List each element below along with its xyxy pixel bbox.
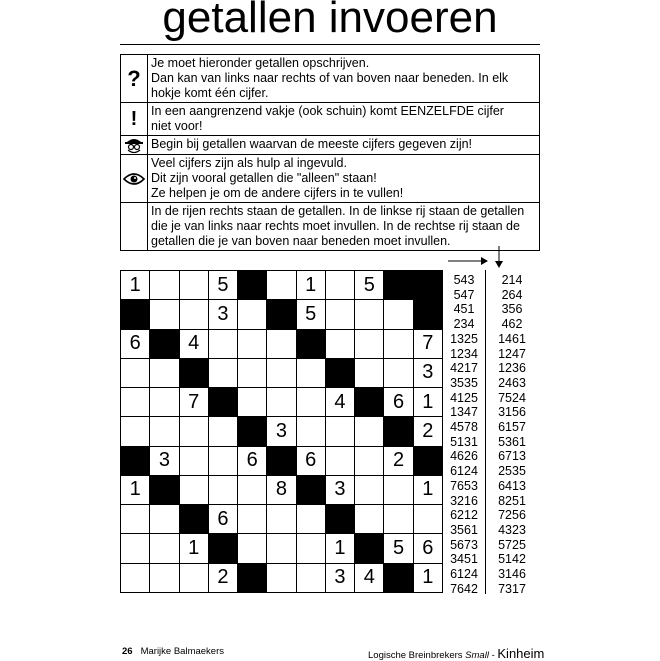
across-number: 4217 <box>450 361 478 376</box>
empty-cell[interactable] <box>355 447 384 476</box>
given-digit-cell: 1 <box>414 476 443 505</box>
given-digit-cell: 5 <box>297 300 326 329</box>
down-number: 2463 <box>498 375 526 390</box>
instruction-row <box>121 136 540 155</box>
empty-cell[interactable] <box>326 300 355 329</box>
black-cell <box>297 476 326 505</box>
black-cell <box>326 505 355 534</box>
series-small: Small <box>465 650 489 661</box>
empty-cell[interactable] <box>150 417 179 446</box>
empty-cell[interactable] <box>238 505 267 534</box>
empty-cell[interactable] <box>238 388 267 417</box>
across-number: 4626 <box>450 449 478 464</box>
down-number: 7317 <box>498 581 526 596</box>
given-digit-cell: 6 <box>384 388 413 417</box>
empty-cell[interactable] <box>150 271 179 300</box>
down-number: 3156 <box>498 405 526 420</box>
instruction-line: Ze helpen je om de andere cijfers in te vullen! <box>151 186 404 200</box>
instruction-line: Dan kan van links naar rechts of van boven naar beneden. In elk <box>151 71 509 85</box>
instruction-row <box>121 155 540 203</box>
instruction-line: niet voor! <box>151 119 203 133</box>
black-cell <box>121 447 150 476</box>
black-cell <box>150 330 179 359</box>
down-number: 5361 <box>498 434 526 449</box>
empty-cell[interactable] <box>384 476 413 505</box>
empty-cell[interactable] <box>355 330 384 359</box>
down-number: 3146 <box>498 567 526 582</box>
empty-cell[interactable] <box>326 447 355 476</box>
across-number: 6124 <box>450 567 478 582</box>
empty-cell[interactable] <box>267 359 296 388</box>
empty-cell[interactable] <box>297 359 326 388</box>
instruction-line: die je van links naar rechts moet invullen. In de rechtse rij staan de <box>151 219 520 233</box>
empty-cell[interactable] <box>180 300 209 329</box>
empty-cell[interactable] <box>209 476 238 505</box>
empty-cell[interactable] <box>150 534 179 563</box>
empty-cell[interactable] <box>238 300 267 329</box>
empty-cell[interactable] <box>121 417 150 446</box>
instruction-row <box>121 55 540 103</box>
given-digit-cell: 1 <box>297 271 326 300</box>
empty-cell[interactable] <box>238 359 267 388</box>
down-number: 4323 <box>498 522 526 537</box>
empty-cell[interactable] <box>209 447 238 476</box>
empty-cell[interactable] <box>297 534 326 563</box>
black-cell <box>355 388 384 417</box>
black-cell <box>355 534 384 563</box>
down-number: 6713 <box>498 449 526 464</box>
black-cell <box>238 271 267 300</box>
across-number: 547 <box>453 287 475 302</box>
page-title: getallen invoeren <box>162 0 498 42</box>
given-digit-cell: 2 <box>414 417 443 446</box>
empty-cell[interactable] <box>150 564 179 593</box>
empty-cell[interactable] <box>121 534 150 563</box>
title-rule <box>120 44 540 45</box>
black-cell <box>297 330 326 359</box>
empty-cell[interactable] <box>150 300 179 329</box>
black-cell <box>180 359 209 388</box>
empty-cell[interactable] <box>355 359 384 388</box>
given-digit-cell: 1 <box>121 271 150 300</box>
empty-cell[interactable] <box>150 505 179 534</box>
down-number: 1247 <box>498 346 526 361</box>
given-digit-cell: 5 <box>355 271 384 300</box>
given-digit-cell: 6 <box>238 447 267 476</box>
empty-cell[interactable] <box>180 564 209 593</box>
instruction-line: Dit zijn vooral getallen die "alleen" staan! <box>151 171 377 185</box>
black-cell <box>267 300 296 329</box>
empty-cell[interactable] <box>238 534 267 563</box>
black-cell <box>414 271 443 300</box>
empty-cell[interactable] <box>297 417 326 446</box>
black-cell <box>180 505 209 534</box>
instruction-row <box>121 103 540 136</box>
empty-cell[interactable] <box>121 388 150 417</box>
instructions-table <box>120 54 540 251</box>
black-cell <box>150 476 179 505</box>
eye-icon <box>121 155 148 203</box>
black-cell <box>209 534 238 563</box>
black-cell <box>238 417 267 446</box>
black-cell <box>414 447 443 476</box>
down-number: 8251 <box>498 493 526 508</box>
given-digit-cell: 3 <box>209 300 238 329</box>
empty-cell[interactable] <box>384 330 413 359</box>
instruction-line: In de rijen rechts staan de getallen. In de linkse rij staan de getallen <box>151 204 525 218</box>
empty-cell[interactable] <box>326 271 355 300</box>
detective-icon <box>121 136 148 155</box>
empty-cell[interactable] <box>121 564 150 593</box>
footer-left <box>122 646 224 657</box>
publisher-name: Kinheim <box>497 646 545 661</box>
black-cell <box>384 564 413 593</box>
across-number: 1347 <box>450 405 478 420</box>
empty-cell[interactable] <box>326 330 355 359</box>
black-cell <box>121 300 150 329</box>
empty-cell[interactable] <box>209 359 238 388</box>
across-number: 234 <box>453 317 475 332</box>
empty-cell[interactable] <box>297 564 326 593</box>
across-number: 1325 <box>450 331 478 346</box>
black-cell <box>414 300 443 329</box>
down-number: 214 <box>501 273 523 287</box>
across-number: 6212 <box>450 508 478 523</box>
given-digit-cell: 3 <box>414 359 443 388</box>
down-number: 7524 <box>498 390 526 405</box>
empty-cell[interactable] <box>267 534 296 563</box>
empty-cell[interactable] <box>238 476 267 505</box>
given-digit-cell: 5 <box>209 271 238 300</box>
across-number: 3216 <box>450 493 478 508</box>
given-digit-cell: 3 <box>326 564 355 593</box>
empty-cell[interactable] <box>384 300 413 329</box>
given-digit-cell: 1 <box>326 534 355 563</box>
black-cell <box>238 564 267 593</box>
empty-cell[interactable] <box>209 330 238 359</box>
down-number: 356 <box>501 302 523 317</box>
given-digit-cell: 6 <box>297 447 326 476</box>
given-digit-cell: 3 <box>267 417 296 446</box>
down-number: 1236 <box>498 361 526 376</box>
down-number: 264 <box>501 287 523 302</box>
across-number: 543 <box>453 273 475 287</box>
down-number: 462 <box>501 317 523 332</box>
empty-cell[interactable] <box>267 271 296 300</box>
empty-cell[interactable] <box>150 388 179 417</box>
given-digit-cell: 4 <box>355 564 384 593</box>
down-numbers-list <box>492 273 532 596</box>
across-number: 5131 <box>450 434 478 449</box>
across-number: 4578 <box>450 420 478 435</box>
given-digit-cell: 8 <box>267 476 296 505</box>
number-list-divider <box>485 270 486 594</box>
instruction-line: In een aangrenzend vakje (ook schuin) komt EENZELFDE cijfer <box>151 104 504 118</box>
empty-cell[interactable] <box>267 388 296 417</box>
down-number: 7256 <box>498 508 526 523</box>
empty-cell[interactable] <box>180 417 209 446</box>
given-digit-cell: 1 <box>180 534 209 563</box>
footer-separator: - <box>488 650 498 661</box>
across-numbers-list <box>444 273 484 596</box>
given-digit-cell: 6 <box>209 505 238 534</box>
empty-cell[interactable] <box>355 417 384 446</box>
black-cell <box>384 271 413 300</box>
black-cell <box>209 388 238 417</box>
number-lists <box>444 270 540 594</box>
down-number: 5142 <box>498 552 526 567</box>
arrow-right-icon <box>448 256 488 266</box>
empty-cell[interactable] <box>326 417 355 446</box>
instruction-row <box>121 203 540 251</box>
empty-cell[interactable] <box>121 359 150 388</box>
empty-cell[interactable] <box>355 505 384 534</box>
given-digit-cell: 3 <box>326 476 355 505</box>
across-number: 6124 <box>450 464 478 479</box>
empty-cell[interactable] <box>297 388 326 417</box>
instruction-line: hokje komt één cijfer. <box>151 86 269 100</box>
empty-cell[interactable] <box>150 359 179 388</box>
empty-cell[interactable] <box>238 330 267 359</box>
down-number: 5725 <box>498 537 526 552</box>
across-number: 3451 <box>450 552 478 567</box>
page-number: 26 <box>122 646 133 657</box>
empty-cell[interactable] <box>267 564 296 593</box>
across-number: 5673 <box>450 537 478 552</box>
given-digit-cell: 3 <box>150 447 179 476</box>
given-digit-cell: 2 <box>209 564 238 593</box>
given-digit-cell: 6 <box>414 534 443 563</box>
instruction-line: Begin bij getallen waarvan de meeste cijfers gegeven zijn! <box>151 137 473 151</box>
down-number: 1461 <box>498 331 526 346</box>
series-name: Logische Breinbrekers <box>368 650 463 661</box>
instruction-line: getallen die je van boven naar beneden moet invullen. <box>151 234 451 248</box>
empty-cell[interactable] <box>180 447 209 476</box>
empty-icon-cell <box>121 203 148 251</box>
across-number: 7653 <box>450 478 478 493</box>
question-mark-icon: ? <box>121 55 148 103</box>
given-digit-cell: 5 <box>384 534 413 563</box>
given-digit-cell: 1 <box>121 476 150 505</box>
black-cell <box>326 359 355 388</box>
given-digit-cell: 6 <box>121 330 150 359</box>
given-digit-cell: 7 <box>414 330 443 359</box>
empty-cell[interactable] <box>355 300 384 329</box>
instruction-line: Veel cijfers zijn als hulp al ingevuld. <box>151 156 347 170</box>
given-digit-cell: 2 <box>384 447 413 476</box>
empty-cell[interactable] <box>267 330 296 359</box>
across-number: 3535 <box>450 375 478 390</box>
exclamation-mark-icon: ! <box>121 103 148 136</box>
empty-cell[interactable] <box>180 476 209 505</box>
given-digit-cell: 1 <box>414 388 443 417</box>
across-number: 3561 <box>450 522 478 537</box>
across-number: 4125 <box>450 390 478 405</box>
black-cell <box>384 417 413 446</box>
author-name: Marijke Balmaekers <box>140 646 224 657</box>
given-digit-cell: 1 <box>414 564 443 593</box>
empty-cell[interactable] <box>414 505 443 534</box>
down-number: 6413 <box>498 478 526 493</box>
across-number: 451 <box>453 302 475 317</box>
down-number: 6157 <box>498 420 526 435</box>
given-digit-cell: 4 <box>326 388 355 417</box>
instruction-line: Je moet hieronder getallen opschrijven. <box>151 56 370 70</box>
across-number: 7642 <box>450 581 478 596</box>
empty-cell[interactable] <box>267 505 296 534</box>
across-number: 1234 <box>450 346 478 361</box>
down-number: 2535 <box>498 464 526 479</box>
given-digit-cell: 4 <box>180 330 209 359</box>
empty-cell[interactable] <box>384 505 413 534</box>
empty-cell[interactable] <box>355 476 384 505</box>
empty-cell[interactable] <box>121 505 150 534</box>
puzzle-grid <box>120 270 443 593</box>
given-digit-cell: 7 <box>180 388 209 417</box>
arrow-down-icon <box>494 246 504 268</box>
black-cell <box>267 447 296 476</box>
empty-cell[interactable] <box>180 271 209 300</box>
empty-cell[interactable] <box>209 417 238 446</box>
empty-cell[interactable] <box>297 505 326 534</box>
footer-right <box>368 646 544 661</box>
empty-cell[interactable] <box>384 359 413 388</box>
